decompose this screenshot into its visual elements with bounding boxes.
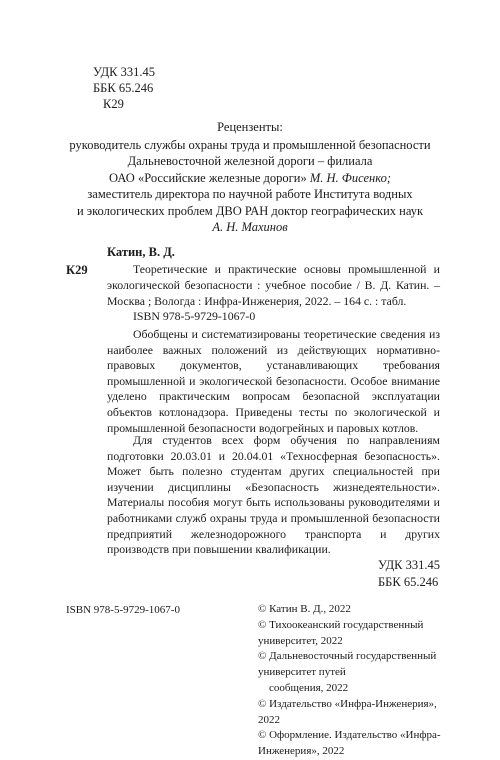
bibliographic-isbn: ISBN 978-5-9729-1067-0 [133,309,256,323]
reviewer1-line3 [40,170,460,187]
copyright-block [258,602,458,760]
reviewers-heading: Рецензенты: [217,120,283,134]
reviewer1-line1: руководитель службы охраны труда и промышленной безопасности [69,137,431,152]
author-name: Катин, В. Д. [107,245,175,259]
reviewer1-org: ОАО «Российские железные дороги» [108,170,310,185]
copyright-line: сообщения, 2022 [269,681,349,694]
reviewer2-line2: и экологических проблем ДВО РАН доктор географических наук [76,203,424,218]
copyright-line: © Дальневосточный государственный университет путей [258,650,437,679]
footer-isbn: ISBN 978-5-9729-1067-0 [66,604,180,616]
copyright-line: © Издательство «Инфра-Инженерия», 2022 [258,697,437,726]
bottom-udk-code: УДК 331.45 [378,558,440,572]
classification-codes [93,64,155,112]
bbk-code: ББК 65.246 [93,81,154,95]
bibliographic-description: Теоретические и практические основы промышленной и экологической безопасности : учебное пособие / В. Д. Катин. – Москва ; Вологда : Инфра-Инженерия, 2022. – 164 с. : табл. [107,262,440,308]
reviewers-block [40,119,460,236]
udk-code: УДК 331.45 [93,65,155,79]
bottom-classification-codes [378,557,440,590]
copyright-line: © Оформление. Издательство «Инфра-Инженерия», 2022 [258,729,441,758]
reviewer1-name: М. Н. Фисенко; [309,170,391,185]
bottom-bbk-code: ББК 65.246 [378,574,439,589]
copyright-line: © Катин В. Д., 2022 [258,603,351,615]
author-index: К29 [66,263,88,277]
annotation-paragraph-2: Для студентов всех форм обучения по направлениям подготовки 20.03.01 и 20.04.01 «Техносферная безопасность». Может быть полезно студентам других специальностей при изучении дисциплины «Безопасность жизнедеятельности». Материалы пособия могут быть использованы руководителями и работниками служб охраны труда и промышленной безопасности предприятий железнодорожного транспорта и других производств при повышении квалификации. [107,433,440,557]
reviewer2-line1: заместитель директора по научной работе Института водных [87,187,413,201]
author-index-code: К29 [103,97,124,111]
copyright-line: © Тихоокеанский государственный университет, 2022 [258,618,424,647]
annotation-paragraph-1: Обобщены и систематизированы теоретические сведения из наиболее важных положений из действующих нормативно-правовых документов, устанавливающих требования промышленной и экологической безопасности. Особое внимание уделено практическим вопросам безопасной эксплуатации объектов котлонадзора. Приведены тесты по экологической и промышленной безопасности водогрейных и паровых котлов. [107,327,440,435]
reviewer1-line2: Дальневосточной железной дороги – филиала [127,154,373,168]
reviewer2-name: А. Н. Махинов [212,220,288,234]
